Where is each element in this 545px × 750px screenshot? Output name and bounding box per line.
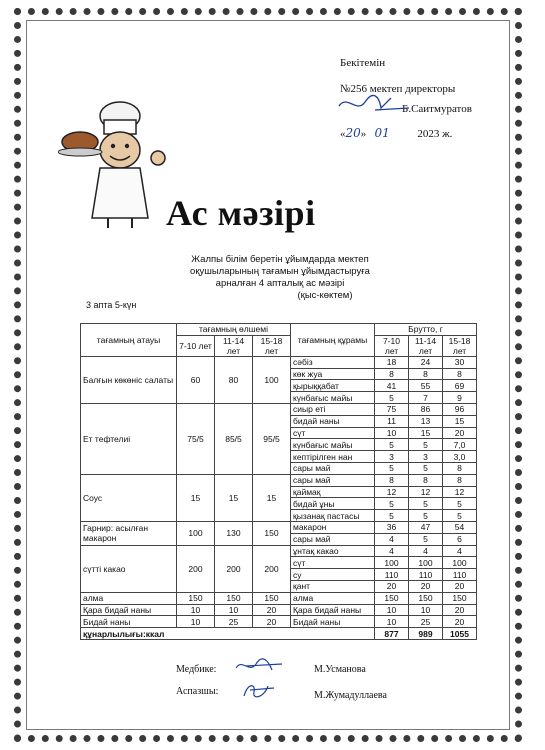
page-title: Ас мәзірі (166, 193, 316, 233)
approval-date: «20» 01 2023 ж. (340, 126, 453, 140)
brutto-cell: 11 (375, 415, 409, 427)
brutto-cell: 4 (375, 533, 409, 545)
brutto-cell: 110 (409, 569, 443, 581)
brutto-cell: 25 (409, 616, 443, 628)
brutto-cell: 5 (409, 462, 443, 474)
header-brutto: Брутто, г (375, 324, 477, 336)
brutto-cell: 150 (443, 592, 477, 604)
ingredient-name: көк жуа (291, 368, 375, 380)
dish-name: Гарнир: асылған макарон (81, 521, 177, 545)
nurse-signature (232, 656, 288, 676)
brutto-cell: 3,0 (443, 451, 477, 463)
dish-name: сүтті какао (81, 545, 177, 592)
brutto-cell: 3 (409, 451, 443, 463)
brutto-cell: 86 (409, 403, 443, 415)
ingredient-name: бидай наны (291, 415, 375, 427)
table-row (81, 403, 477, 415)
cook-signature (240, 680, 280, 702)
brutto-cell: 69 (443, 380, 477, 392)
brutto-cell: 3 (375, 451, 409, 463)
brutto-cell: 24 (409, 356, 443, 368)
portion-cell: 75/5 (177, 403, 215, 474)
brutto-cell: 41 (375, 380, 409, 392)
portion-cell: 130 (215, 521, 253, 545)
brutto-cell: 13 (409, 415, 443, 427)
ingredient-name: алма (291, 592, 375, 604)
portion-cell: 15 (215, 474, 253, 521)
brutto-cell: 12 (443, 486, 477, 498)
brutto-cell: 10 (375, 604, 409, 616)
approval-position: №256 мектеп директоры (340, 83, 456, 95)
portion-cell: 60 (177, 356, 215, 403)
portion-cell: 85/5 (215, 403, 253, 474)
ingredient-name: Бидай наны (291, 616, 375, 628)
menu-table (80, 323, 477, 640)
ingredient-name: сары май (291, 474, 375, 486)
dish-name: Балғын көкөніс салаты (81, 356, 177, 403)
dish-name: Қара бидай наны (81, 604, 177, 616)
brutto-cell: 5 (375, 498, 409, 510)
brutto-cell: 20 (375, 580, 409, 592)
portion-cell: 200 (177, 545, 215, 592)
brutto-cell: 100 (409, 557, 443, 569)
energy-value: 1055 (443, 628, 477, 640)
table-row (81, 592, 477, 604)
portion-cell: 15 (253, 474, 291, 521)
brutto-cell: 10 (375, 616, 409, 628)
brutto-cell: 4 (409, 545, 443, 557)
portion-cell: 100 (253, 356, 291, 403)
table-row (81, 521, 477, 533)
dish-name: Соус (81, 474, 177, 521)
ingredient-name: Қара бидай наны (291, 604, 375, 616)
nurse-label: Медбике: (176, 664, 217, 675)
brutto-cell: 8 (375, 368, 409, 380)
brutto-cell: 12 (375, 486, 409, 498)
portion-cell: 95/5 (253, 403, 291, 474)
table-row (81, 616, 477, 628)
brutto-cell: 5 (375, 392, 409, 404)
brutto-cell: 7,0 (443, 439, 477, 451)
dish-name: алма (81, 592, 177, 604)
brutto-cell: 150 (409, 592, 443, 604)
brutto-cell: 100 (375, 557, 409, 569)
subtitle: Жалпы білім беретін ұйымдарда мектеп оқушыларының тағамын ұйымдастыруға арналған 4 апталық ас мәзірі (қыс-көктем) (190, 254, 370, 301)
dish-name: Бидай наны (81, 616, 177, 628)
approval-title: Бекітемін (340, 57, 386, 69)
ingredient-name: күнбағыс майы (291, 439, 375, 451)
ingredient-name: қызанақ пастасы (291, 510, 375, 522)
brutto-cell: 150 (375, 592, 409, 604)
brutto-cell: 36 (375, 521, 409, 533)
brutto-cell: 8 (375, 474, 409, 486)
brutto-cell: 20 (443, 427, 477, 439)
header-portion: тағамның өлшемі (177, 324, 291, 336)
table-row (81, 356, 477, 368)
brutto-cell: 10 (409, 604, 443, 616)
brutto-cell: 4 (443, 545, 477, 557)
brutto-cell: 12 (409, 486, 443, 498)
ingredient-name: бидай ұны (291, 498, 375, 510)
brutto-cell: 110 (443, 569, 477, 581)
cook-name: М.Жумадуллаева (314, 690, 387, 701)
brutto-cell: 5 (409, 510, 443, 522)
brutto-cell: 55 (409, 380, 443, 392)
header-dish: тағамның атауы (81, 324, 177, 357)
brutto-cell: 96 (443, 403, 477, 415)
portion-cell: 10 (177, 604, 215, 616)
portion-cell: 100 (177, 521, 215, 545)
brutto-cell: 15 (443, 415, 477, 427)
header-age: 11-14 лет (215, 335, 253, 356)
ingredient-name: күнбағыс майы (291, 392, 375, 404)
portion-cell: 150 (253, 592, 291, 604)
brutto-cell: 8 (409, 368, 443, 380)
ingredient-name: қант (291, 580, 375, 592)
brutto-cell: 110 (375, 569, 409, 581)
portion-cell: 80 (215, 356, 253, 403)
brutto-cell: 5 (409, 533, 443, 545)
portion-cell: 200 (253, 545, 291, 592)
brutto-cell: 15 (409, 427, 443, 439)
dish-name: Ет тефтелиі (81, 403, 177, 474)
portion-cell: 150 (215, 592, 253, 604)
portion-cell: 200 (215, 545, 253, 592)
brutto-cell: 5 (409, 498, 443, 510)
portion-cell: 20 (253, 604, 291, 616)
brutto-cell: 20 (409, 580, 443, 592)
portion-cell: 15 (177, 474, 215, 521)
brutto-cell: 20 (443, 604, 477, 616)
portion-cell: 10 (177, 616, 215, 628)
ingredient-name: сәбіз (291, 356, 375, 368)
brutto-cell: 5 (375, 462, 409, 474)
brutto-cell: 5 (409, 439, 443, 451)
brutto-cell: 18 (375, 356, 409, 368)
brutto-cell: 20 (443, 580, 477, 592)
ingredient-name: қырыққабат (291, 380, 375, 392)
ingredient-name: қаймақ (291, 486, 375, 498)
ingredient-name: сүт (291, 427, 375, 439)
energy-value: 877 (375, 628, 409, 640)
brutto-cell: 7 (409, 392, 443, 404)
ingredient-name: сиыр еті (291, 403, 375, 415)
brutto-cell: 8 (443, 462, 477, 474)
portion-cell: 10 (215, 604, 253, 616)
ingredient-name: су (291, 569, 375, 581)
brutto-cell: 54 (443, 521, 477, 533)
brutto-cell: 5 (443, 510, 477, 522)
ingredient-name: кептірілген нан (291, 451, 375, 463)
brutto-cell: 5 (375, 510, 409, 522)
brutto-cell: 8 (443, 368, 477, 380)
brutto-cell: 9 (443, 392, 477, 404)
ingredient-name: ұнтақ какао (291, 545, 375, 557)
header-age: 15-18 лет (253, 335, 291, 356)
brutto-cell: 8 (409, 474, 443, 486)
director-signature (335, 92, 415, 116)
brutto-cell: 100 (443, 557, 477, 569)
brutto-cell: 5 (375, 439, 409, 451)
cook-label: Аспазшы: (176, 686, 219, 697)
header-age: 11-14 лет (409, 335, 443, 356)
brutto-cell: 10 (375, 427, 409, 439)
header-age: 7-10 лет (375, 335, 409, 356)
chef-illustration (58, 98, 178, 230)
brutto-cell: 75 (375, 403, 409, 415)
header-age: 7-10 лет (177, 335, 215, 356)
brutto-cell: 8 (443, 474, 477, 486)
energy-value: 989 (409, 628, 443, 640)
week-day-label: 3 апта 5-күн (86, 300, 137, 310)
portion-cell: 150 (253, 521, 291, 545)
ingredient-name: сүт (291, 557, 375, 569)
brutto-cell: 6 (443, 533, 477, 545)
ingredient-name: сары май (291, 533, 375, 545)
brutto-cell: 47 (409, 521, 443, 533)
table-row (81, 474, 477, 486)
brutto-cell: 30 (443, 356, 477, 368)
energy-label: құнарлылығы:ккал (81, 628, 375, 640)
energy-row (81, 628, 477, 640)
director-name: Б.Саитмуратов (402, 103, 472, 115)
brutto-cell: 5 (443, 498, 477, 510)
ingredient-name: макарон (291, 521, 375, 533)
header-composition: тағамның құрамы (291, 324, 375, 357)
nurse-name: М.Усманова (314, 664, 366, 675)
ingredient-name: сары май (291, 462, 375, 474)
header-age: 15-18 лет (443, 335, 477, 356)
portion-cell: 150 (177, 592, 215, 604)
brutto-cell: 20 (443, 616, 477, 628)
table-row (81, 545, 477, 557)
portion-cell: 25 (215, 616, 253, 628)
table-row (81, 604, 477, 616)
portion-cell: 20 (253, 616, 291, 628)
brutto-cell: 4 (375, 545, 409, 557)
